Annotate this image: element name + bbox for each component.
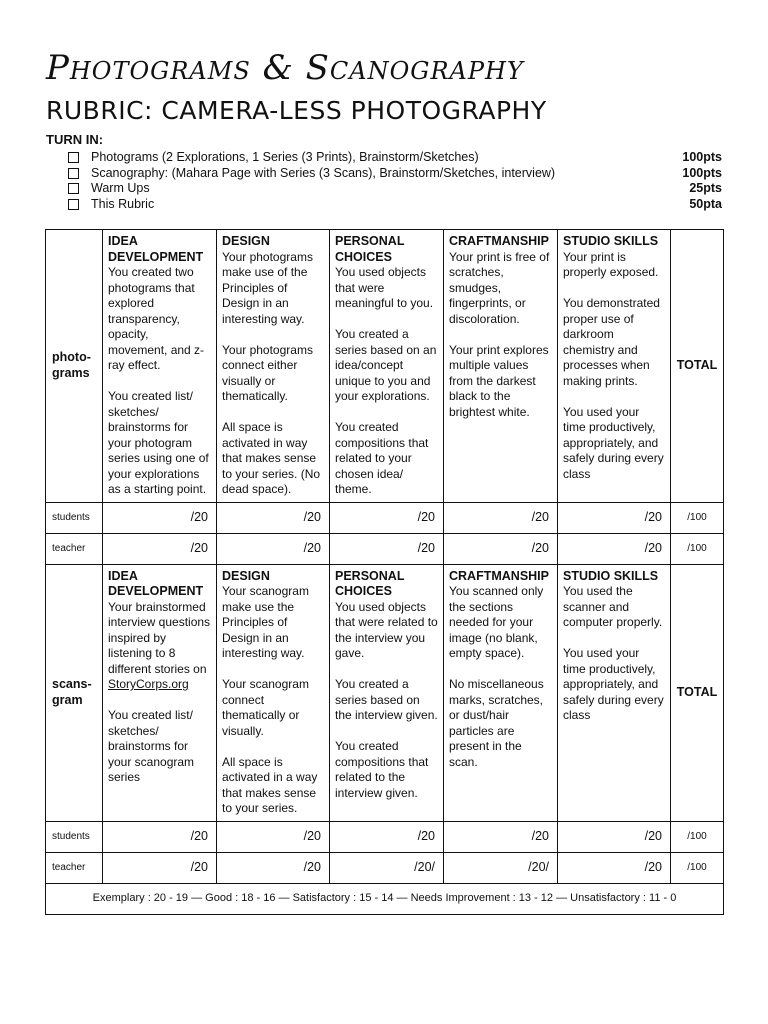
criterion-text: You created list/ sketches/ brainstorms for your photogram series using one of your explorations as a starting point.: [108, 389, 209, 496]
criterion-title: PERSONAL CHOICES: [335, 568, 405, 598]
storycorps-link[interactable]: StoryCorps.org: [108, 677, 189, 691]
criterion-title: STUDIO SKILLS: [563, 568, 659, 583]
turn-in-item: [68, 181, 722, 197]
score-field[interactable]: /20: [103, 502, 217, 533]
score-row-label: students: [46, 821, 103, 852]
score-field[interactable]: /20: [444, 821, 558, 852]
criterion-text: You used your time productively, appropriately, and safely during every class: [563, 404, 664, 481]
turn-in-item: [68, 197, 722, 213]
criterion-body: [108, 600, 211, 786]
criterion-cell: [217, 230, 330, 503]
turn-in-item-text: This Rubric: [91, 196, 155, 211]
score-field[interactable]: /20: [217, 533, 330, 564]
criterion-text: You used objects that were related to the interview you gave.: [335, 599, 438, 660]
section-label: photo- grams: [46, 230, 103, 503]
criterion-body: [222, 584, 324, 817]
criterion-cell: [558, 564, 671, 821]
criterion-cell: [217, 564, 330, 821]
score-total-field[interactable]: /100: [671, 533, 724, 564]
score-field[interactable]: /20: [558, 852, 671, 883]
score-field[interactable]: /20: [103, 852, 217, 883]
turn-in-item-points: 25pts: [689, 181, 722, 195]
criterion-body: [449, 250, 552, 421]
criterion-cell: [558, 230, 671, 503]
score-total-field[interactable]: /100: [671, 852, 724, 883]
criterion-text: Your print is free of scratches, smudges, fingerprints, or discoloration.: [449, 249, 550, 326]
checkbox-icon[interactable]: [68, 183, 79, 194]
score-field[interactable]: /20: [103, 821, 217, 852]
criterion-cell: [444, 564, 558, 821]
section-label: scans- gram: [46, 564, 103, 821]
criterion-title: STUDIO SKILLS: [563, 234, 659, 248]
score-field[interactable]: /20: [103, 533, 217, 564]
score-row: [46, 533, 724, 564]
score-field[interactable]: /20: [558, 533, 671, 564]
criterion-text: Your scanogram connect thematically or visually.: [222, 677, 309, 738]
score-total-field[interactable]: /100: [671, 821, 724, 852]
score-field[interactable]: /20: [330, 821, 444, 852]
score-row-label: teacher: [46, 533, 103, 564]
criterion-text: You created a series based on an idea/concept unique to you and your explorations.: [335, 327, 437, 403]
criterion-text: You created compositions that related to your chosen idea/ theme.: [335, 420, 429, 496]
criterion-title: PERSONAL CHOICES: [335, 234, 405, 264]
criterion-text: You created a series based on the interview given.: [335, 677, 438, 722]
checkbox-icon[interactable]: [68, 152, 79, 163]
total-label: TOTAL: [671, 230, 724, 503]
criterion-title: IDEA DEVELOPMENT: [108, 234, 204, 264]
rubric-criteria-row: [46, 230, 724, 503]
criterion-body: [222, 250, 324, 498]
criterion-title: CRAFTMANSHIP: [449, 568, 549, 583]
rubric-criteria-row: [46, 564, 724, 821]
score-row-label: teacher: [46, 852, 103, 883]
criterion-text: You used your time productively, appropriately, and safely during every class: [563, 646, 664, 722]
turn-in-item-text: Photograms (2 Explorations, 1 Series (3 Prints), Brainstorm/Sketches): [91, 150, 479, 164]
criterion-title: CRAFTMANSHIP: [449, 234, 549, 248]
total-label: TOTAL: [671, 564, 724, 821]
criterion-text: No miscellaneous marks, scratches, or dust/hair particles are present in the scan.: [449, 677, 544, 769]
criterion-cell: [330, 564, 444, 821]
criterion-cell: [103, 564, 217, 821]
criterion-body: [563, 584, 665, 724]
score-field[interactable]: /20: [330, 533, 444, 564]
score-row: [46, 852, 724, 883]
turn-in-item-left: [68, 181, 150, 197]
criterion-text: You created list/ sketches/ brainstorms for your scanogram series: [108, 708, 195, 784]
rubric-table: [45, 229, 724, 915]
criterion-text: You used the scanner and computer properly.: [563, 584, 663, 629]
criterion-title: IDEA DEVELOPMENT: [108, 568, 204, 598]
grading-scale: Exemplary : 20 - 19 — Good : 18 - 16 — Satisfactory : 15 - 14 — Needs Improvement : 13 - 12 — Unsatisfactory : 11 - 0: [46, 883, 724, 914]
criterion-body: [563, 250, 665, 483]
turn-in-item-text: Scanography: (Mahara Page with Series (3 Scans), Brainstorm/Sketches, interview): [91, 165, 556, 180]
criterion-text: All space is activated in a way that makes sense to your series.: [222, 754, 318, 815]
criterion-body: [449, 584, 552, 770]
criterion-text: You created two photograms that explored transparency, opacity, movement, and z-ray effect.: [108, 265, 205, 372]
score-field[interactable]: /20: [217, 502, 330, 533]
checkbox-icon[interactable]: [68, 168, 79, 179]
criterion-text: Your photograms connect either visually or thematically.: [222, 342, 313, 403]
criterion-body: [108, 265, 211, 498]
score-total-field[interactable]: /100: [671, 502, 724, 533]
criterion-text: All space is activated in way that makes sense to your series. (No dead space).: [222, 420, 321, 496]
criterion-text: Your print explores multiple values from the darkest black to the brightest white.: [449, 342, 549, 419]
criterion-text: Your brainstormed interview questions inspired by listening to 8 different stories on StoryCorps.org: [108, 599, 211, 691]
score-row: [46, 502, 724, 533]
score-field[interactable]: /20: [217, 821, 330, 852]
score-row-label: students: [46, 502, 103, 533]
score-field[interactable]: /20: [444, 533, 558, 564]
criterion-text: You demonstrated proper use of darkroom chemistry and processes when making prints.: [563, 296, 660, 388]
turn-in-item-left: [68, 197, 154, 213]
criterion-text: You scanned only the sections needed for your image (no blank, empty space).: [449, 584, 544, 660]
score-field[interactable]: /20: [217, 852, 330, 883]
turn-in-item-points: 50pta: [689, 196, 722, 211]
turn-in-item-left: [68, 150, 479, 166]
rubric-footer-row: [46, 883, 724, 914]
criterion-title: DESIGN: [222, 568, 270, 583]
score-field[interactable]: /20: [558, 821, 671, 852]
turn-in-item-points: 100pts: [682, 165, 722, 180]
turn-in-item-points: 100pts: [682, 150, 722, 164]
criterion-text: Your photograms make use of the Principles of Design in an interesting way.: [222, 249, 313, 326]
criterion-body: [335, 600, 438, 802]
turn-in-item-left: [68, 166, 555, 182]
criterion-text: Your print is properly exposed.: [563, 249, 659, 279]
criterion-text: You created compositions that related to the interview given.: [335, 739, 429, 800]
page-title: Photograms & Scanography: [46, 48, 524, 88]
score-field[interactable]: /20: [330, 502, 444, 533]
criterion-title: DESIGN: [222, 234, 270, 248]
criterion-cell: [103, 230, 217, 503]
score-row: [46, 821, 724, 852]
criterion-cell: [330, 230, 444, 503]
score-field[interactable]: /20/: [444, 852, 558, 883]
turn-in-item: [68, 166, 722, 182]
turn-in-heading: TURN IN:: [46, 132, 104, 147]
score-field[interactable]: /20/: [330, 852, 444, 883]
checkbox-icon[interactable]: [68, 199, 79, 210]
criterion-cell: [444, 230, 558, 503]
criterion-body: [335, 265, 438, 498]
criterion-text: You used objects that were meaningful to you.: [335, 265, 434, 310]
page-subtitle: RUBRIC: CAMERA-LESS PHOTOGRAPHY: [46, 96, 547, 125]
turn-in-item-text: Warm Ups: [91, 181, 150, 195]
score-field[interactable]: /20: [444, 502, 558, 533]
turn-in-item: [68, 150, 722, 166]
turn-in-list: [68, 150, 722, 212]
score-field[interactable]: /20: [558, 502, 671, 533]
criterion-text: Your scanogram make use the Principles of Design in an interesting way.: [222, 584, 309, 660]
